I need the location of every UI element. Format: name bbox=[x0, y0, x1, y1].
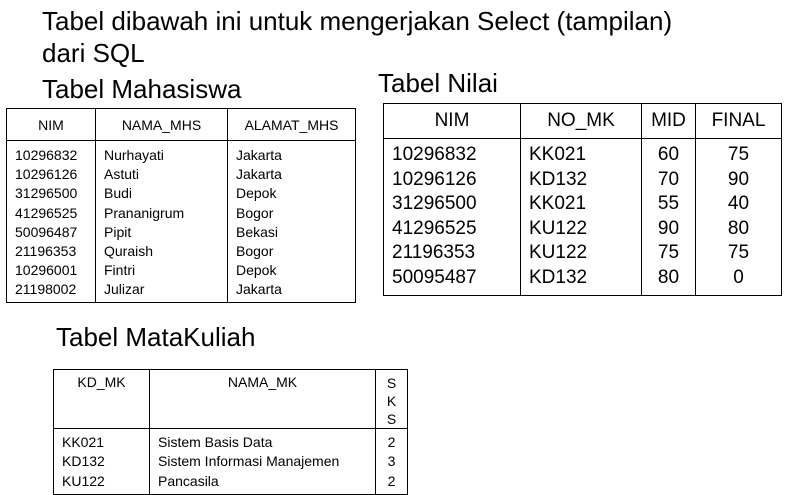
table-cell: KK021 bbox=[521, 192, 642, 217]
intro-line-1: Tabel dibawah ini untuk mengerjakan Select (tampilan) bbox=[42, 6, 673, 36]
table-cell: 40 bbox=[696, 192, 782, 217]
table-cell: Astuti bbox=[96, 165, 228, 184]
table-cell: 21196353 bbox=[392, 242, 476, 264]
table-cell: 41296525 bbox=[392, 217, 477, 239]
table-cell: 90 bbox=[642, 217, 696, 242]
mahasiswa-table bbox=[6, 108, 356, 303]
column-header-nama-mhs: NAMA_MHS bbox=[96, 109, 228, 141]
nilai-table-title: Tabel Nilai bbox=[378, 68, 498, 98]
column-header-sks bbox=[376, 370, 408, 429]
table-row bbox=[384, 168, 782, 193]
table-cell: 21196353 bbox=[15, 243, 77, 260]
table-header-row bbox=[7, 109, 356, 141]
table-cell: KD132 bbox=[521, 266, 642, 295]
table-cell: 0 bbox=[696, 266, 782, 295]
intro-line-2: dari SQL bbox=[42, 38, 145, 68]
table-cell: Budi bbox=[96, 184, 228, 203]
table-row bbox=[384, 217, 782, 242]
column-header-sks-label: SKS bbox=[386, 375, 397, 427]
matakuliah-table-title: Tabel MataKuliah bbox=[56, 322, 256, 352]
table-row bbox=[384, 139, 782, 168]
table-header-row bbox=[384, 104, 782, 139]
table-row bbox=[384, 241, 782, 266]
nilai-table bbox=[383, 103, 782, 296]
table-cell: 55 bbox=[642, 192, 696, 217]
table-cell: 31296500 bbox=[15, 185, 78, 202]
column-header-no-mk: NO_MK bbox=[521, 104, 642, 139]
table-cell: 90 bbox=[696, 168, 782, 193]
table-cell: 70 bbox=[642, 168, 696, 193]
table-cell: 21198002 bbox=[15, 281, 77, 298]
table-cell: Depok bbox=[228, 261, 356, 280]
table-cell: Prananigrum bbox=[96, 204, 228, 223]
column-header-nim: NIM bbox=[7, 109, 96, 141]
table-row bbox=[54, 429, 408, 453]
table-cell: Jakarta bbox=[228, 280, 356, 302]
table-cell: Jakarta bbox=[228, 141, 356, 166]
table-row bbox=[54, 472, 408, 495]
table-cell: KK021 bbox=[62, 434, 105, 450]
table-cell: 31296500 bbox=[392, 193, 477, 215]
table-cell: Fintri bbox=[96, 261, 228, 280]
mahasiswa-table-title: Tabel Mahasiswa bbox=[42, 74, 242, 104]
table-cell: 3 bbox=[376, 452, 408, 471]
table-cell: Bekasi bbox=[228, 223, 356, 242]
table-cell: 2 bbox=[376, 429, 408, 453]
table-row bbox=[7, 141, 356, 166]
table-cell: 75 bbox=[642, 241, 696, 266]
table-cell: 75 bbox=[696, 241, 782, 266]
table-cell: Bogor bbox=[228, 242, 356, 261]
table-cell: Pancasila bbox=[150, 472, 376, 495]
table-cell: 10296832 bbox=[392, 144, 477, 165]
table-cell: 75 bbox=[696, 139, 782, 168]
table-row bbox=[7, 223, 356, 242]
table-cell: Julizar bbox=[96, 280, 228, 302]
column-header-mid: MID bbox=[642, 104, 696, 139]
table-cell: 10296126 bbox=[15, 166, 78, 183]
table-cell: Pipit bbox=[96, 223, 228, 242]
table-cell: 80 bbox=[642, 266, 696, 295]
table-cell: Bogor bbox=[228, 204, 356, 223]
table-row bbox=[54, 452, 408, 471]
table-cell: 10296126 bbox=[392, 168, 477, 190]
table-cell: KU122 bbox=[521, 241, 642, 266]
table-cell: 2 bbox=[376, 472, 408, 495]
table-cell: KD132 bbox=[521, 168, 642, 193]
table-row bbox=[7, 261, 356, 280]
table-cell: Sistem Informasi Manajemen bbox=[150, 452, 376, 471]
table-cell: 50095487 bbox=[392, 266, 477, 288]
table-row bbox=[384, 192, 782, 217]
table-cell: Jakarta bbox=[228, 165, 356, 184]
table-cell: 50096487 bbox=[15, 223, 78, 240]
table-cell: 60 bbox=[642, 139, 696, 168]
matakuliah-table bbox=[53, 369, 408, 495]
table-row bbox=[7, 165, 356, 184]
table-header-row bbox=[54, 370, 408, 429]
column-header-nama-mk: NAMA_MK bbox=[150, 370, 376, 429]
table-cell: KK021 bbox=[521, 139, 642, 168]
column-header-alamat-mhs: ALAMAT_MHS bbox=[228, 109, 356, 141]
table-cell: KU122 bbox=[62, 472, 105, 489]
table-row bbox=[7, 242, 356, 261]
table-row bbox=[7, 280, 356, 302]
table-cell: 10296832 bbox=[15, 147, 78, 163]
table-row bbox=[7, 184, 356, 203]
table-cell: Depok bbox=[228, 184, 356, 203]
column-header-final: FINAL bbox=[696, 104, 782, 139]
table-cell: KU122 bbox=[521, 217, 642, 242]
table-row bbox=[384, 266, 782, 295]
column-header-nim: NIM bbox=[384, 104, 521, 139]
table-cell: 80 bbox=[696, 217, 782, 242]
column-header-kd-mk: KD_MK bbox=[54, 370, 150, 429]
table-cell: 10296001 bbox=[15, 262, 78, 279]
table-cell: KD132 bbox=[62, 453, 105, 470]
table-cell: Nurhayati bbox=[96, 141, 228, 166]
table-cell: Quraish bbox=[96, 242, 228, 261]
table-cell: 41296525 bbox=[15, 204, 78, 221]
table-row bbox=[7, 204, 356, 223]
table-cell: Sistem Basis Data bbox=[150, 429, 376, 453]
